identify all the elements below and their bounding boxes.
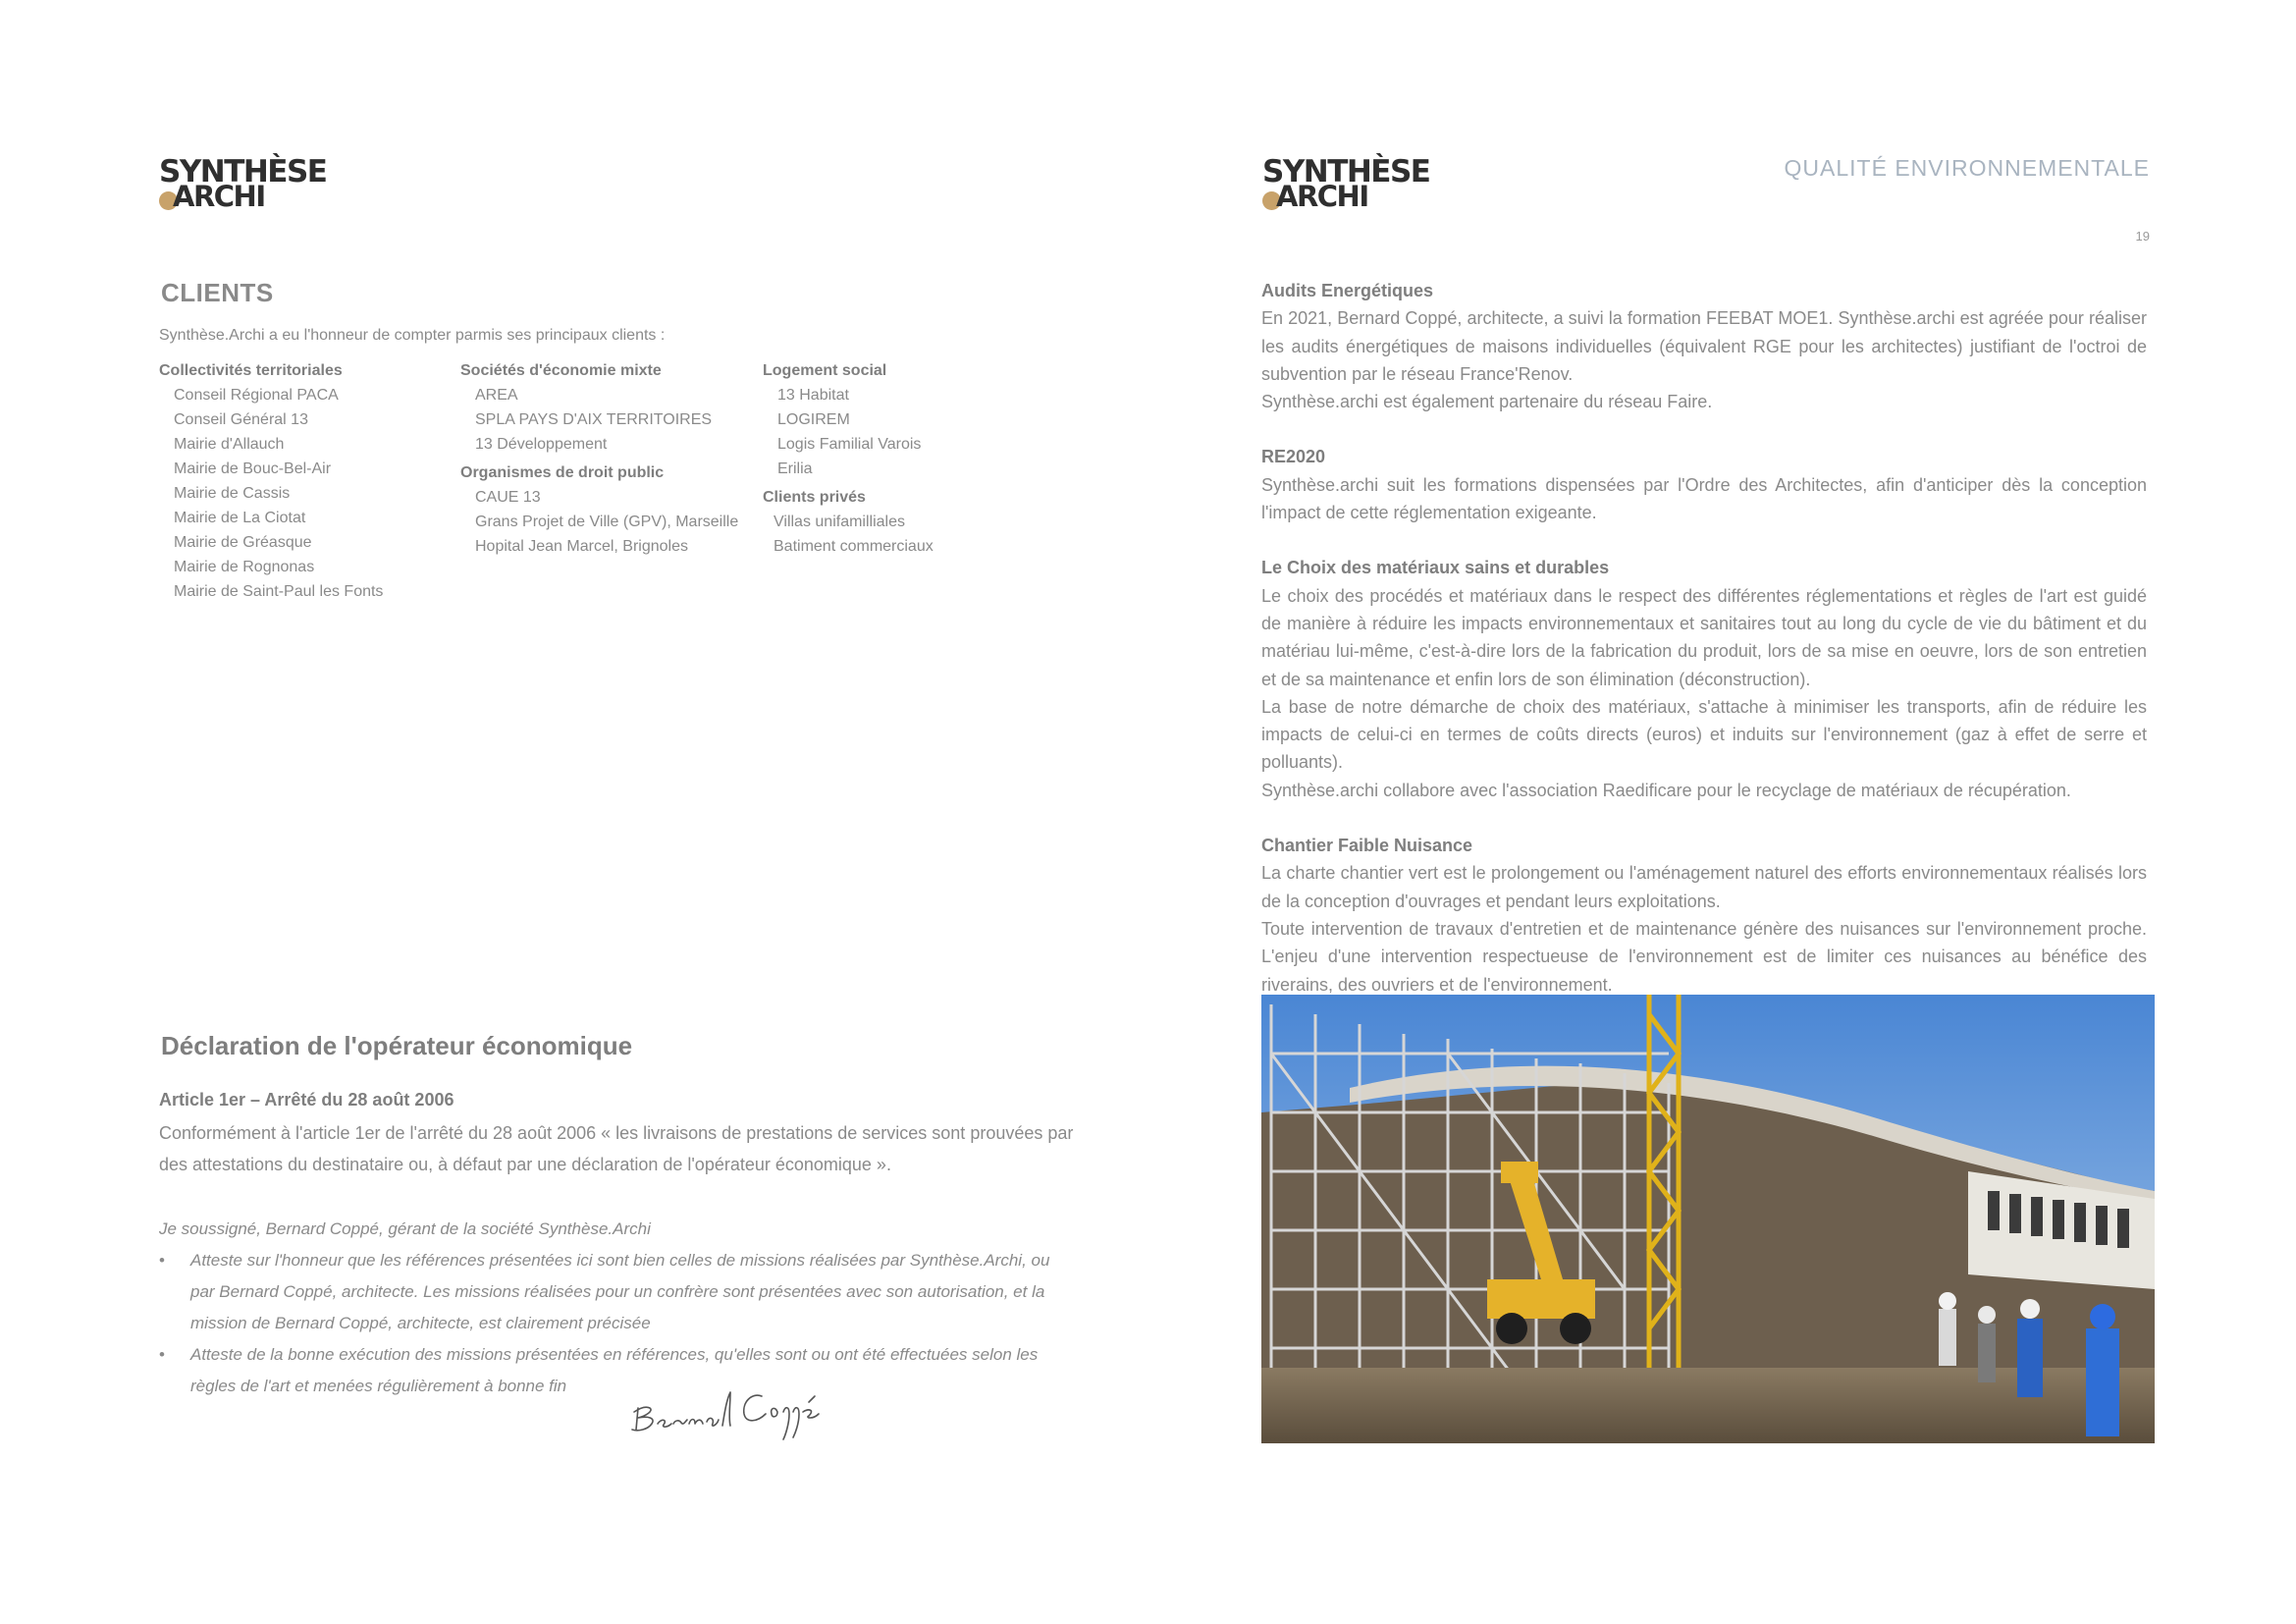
section-title: QUALITÉ ENVIRONNEMENTALE [1784, 155, 2150, 181]
subheading: Le Choix des matériaux sains et durables [1261, 558, 1610, 578]
paragraph: La charte chantier vert est le prolongement ou l'aménagement naturel des efforts environnementaux réalisés lors de la conception d'ouvrages et pendant leurs exploitations. [1261, 863, 2147, 911]
list-item: SPLA PAYS D'AIX TERRITOIRES [475, 411, 713, 428]
list-item: Mairie de Saint-Paul les Fonts [174, 583, 384, 600]
paragraph: Toute intervention de travaux d'entretien et de maintenance génère des nuisances sur l'environnement proche. L'enjeu d'une intervention respectueuse de l'environnement est de limiter ces nuisances au bénéfice des riverains, des ouvriers et de l'environnement. [1261, 918, 2147, 995]
paragraph: En 2021, Bernard Coppé, architecte, a suivi la formation FEEBAT MOE1. Synthèse.archi est agréée pour réaliser les audits énergétiques de maisons individuelles (équivalent RGE pour les architectes) justifiant de l'octroi de subvention par le réseau France'Renov. [1261, 308, 2147, 384]
declaration-statement: Je soussigné, Bernard Coppé, gérant de la société Synthèse.Archi [159, 1219, 651, 1238]
list-item: AREA [475, 387, 518, 404]
logo-line1: SYNTHÈSE [1262, 154, 1430, 189]
column-heading: Clients privés [763, 489, 866, 506]
clients-intro: Synthèse.Archi a eu l'honneur de compter parmis ses principaux clients : [159, 327, 666, 344]
column-heading: Organismes de droit public [460, 464, 665, 481]
environment-text [1261, 277, 2147, 999]
declaration-heading: Déclaration de l'opérateur économique [161, 1031, 633, 1060]
logo-line1: SYNTHÈSE [159, 154, 327, 189]
clients-column-2 [460, 358, 738, 559]
column-heading: Logement social [763, 362, 887, 379]
logo-right [1262, 153, 1429, 214]
subheading: Chantier Faible Nuisance [1261, 836, 1473, 856]
page-number: 19 [2135, 229, 2150, 244]
list-item: Mairie de Bouc-Bel-Air [174, 460, 332, 477]
clients-column-1 [159, 358, 383, 604]
subheading: RE2020 [1261, 447, 1326, 467]
list-item: Conseil Régional PACA [174, 387, 339, 404]
paragraph: Synthèse.archi collabore avec l'association Raedificare pour le recyclage de matériaux de récupération. [1261, 780, 2071, 800]
list-item: Hopital Jean Marcel, Brignoles [475, 538, 688, 555]
paragraph: Synthèse.archi suit les formations dispensées par l'Ordre des Architectes, afin d'anticiper dès la conception l'impact de cette réglementation exigeante. [1261, 474, 2147, 523]
clients-column-3 [763, 358, 934, 559]
list-item: Villas unifamilliales [774, 514, 905, 530]
clients-heading: CLIENTS [161, 278, 274, 307]
column-heading: Sociétés d'économie mixte [460, 362, 662, 379]
paragraph: La base de notre démarche de choix des matériaux, s'attache à minimiser les transports, afin de réduire les impacts de celui-ci en termes de coûts directs (euros) et induits sur l'environnement (gaz à effet de serre et polluants). [1261, 696, 2147, 773]
paragraph: Le choix des procédés et matériaux dans le respect des différentes réglementations et règles de l'art est guidé de manière à réduire les impacts environnementaux et sanitaires tout au long du cycle de vie du bâtiment et du matériau lui-même, c'est-à-dire lors de la fabrication du produit, lors de sa mise en oeuvre, lors de son entretien et de sa maintenance et enfin lors de son élimination (déconstruction). [1261, 585, 2147, 689]
paragraph: Synthèse.archi est également partenaire du réseau Faire. [1261, 392, 1713, 412]
list-item: LOGIREM [777, 411, 850, 428]
bullet-item: • Atteste de la bonne exécution des missions présentées en références, qu'elles sont ou ont été effectuées selon les règles de l'art et menées régulièrement à bonne fin [159, 1339, 1062, 1402]
list-item: Batiment commerciaux [774, 538, 934, 555]
declaration-bullets [159, 1245, 1062, 1402]
list-item: CAUE 13 [475, 489, 541, 506]
list-item: Mairie de Rognonas [174, 559, 315, 575]
list-item: Erilia [777, 460, 813, 477]
list-item: 13 Développement [475, 436, 608, 453]
construction-site-photo [1261, 995, 2155, 1443]
list-item: 13 Habitat [777, 387, 849, 404]
list-item: Mairie de La Ciotat [174, 510, 306, 526]
article-body: Conformément à l'article 1er de l'arrêté du 28 août 2006 « les livraisons de prestations de services sont prouvées par des attestations du destinataire ou, à défaut par une déclaration de l'opérateur économique ». [159, 1123, 1074, 1174]
list-item: Mairie d'Allauch [174, 436, 285, 453]
logo-left [159, 153, 326, 214]
list-item: Conseil Général 13 [174, 411, 308, 428]
logo-line2: ARCHI [173, 180, 265, 213]
column-heading: Collectivités territoriales [159, 362, 343, 379]
signature-image [628, 1379, 864, 1443]
bullet-item: • Atteste sur l'honneur que les références présentées ici sont bien celles de missions réalisées par Synthèse.Archi, ou par Bernard Coppé, architecte. Les missions réalisées pour un confrère sont présentées avec son autorisation, et la mission de Bernard Coppé, architecte, est clairement précisée [159, 1245, 1062, 1339]
logo-line2: ARCHI [1276, 180, 1368, 213]
list-item: Logis Familial Varois [777, 436, 922, 453]
list-item: Mairie de Cassis [174, 485, 291, 502]
article-title: Article 1er – Arrêté du 28 août 2006 [159, 1090, 454, 1110]
list-item: Mairie de Gréasque [174, 534, 312, 551]
subheading: Audits Energétiques [1261, 281, 1434, 300]
list-item: Grans Projet de Ville (GPV), Marseille [475, 514, 739, 530]
